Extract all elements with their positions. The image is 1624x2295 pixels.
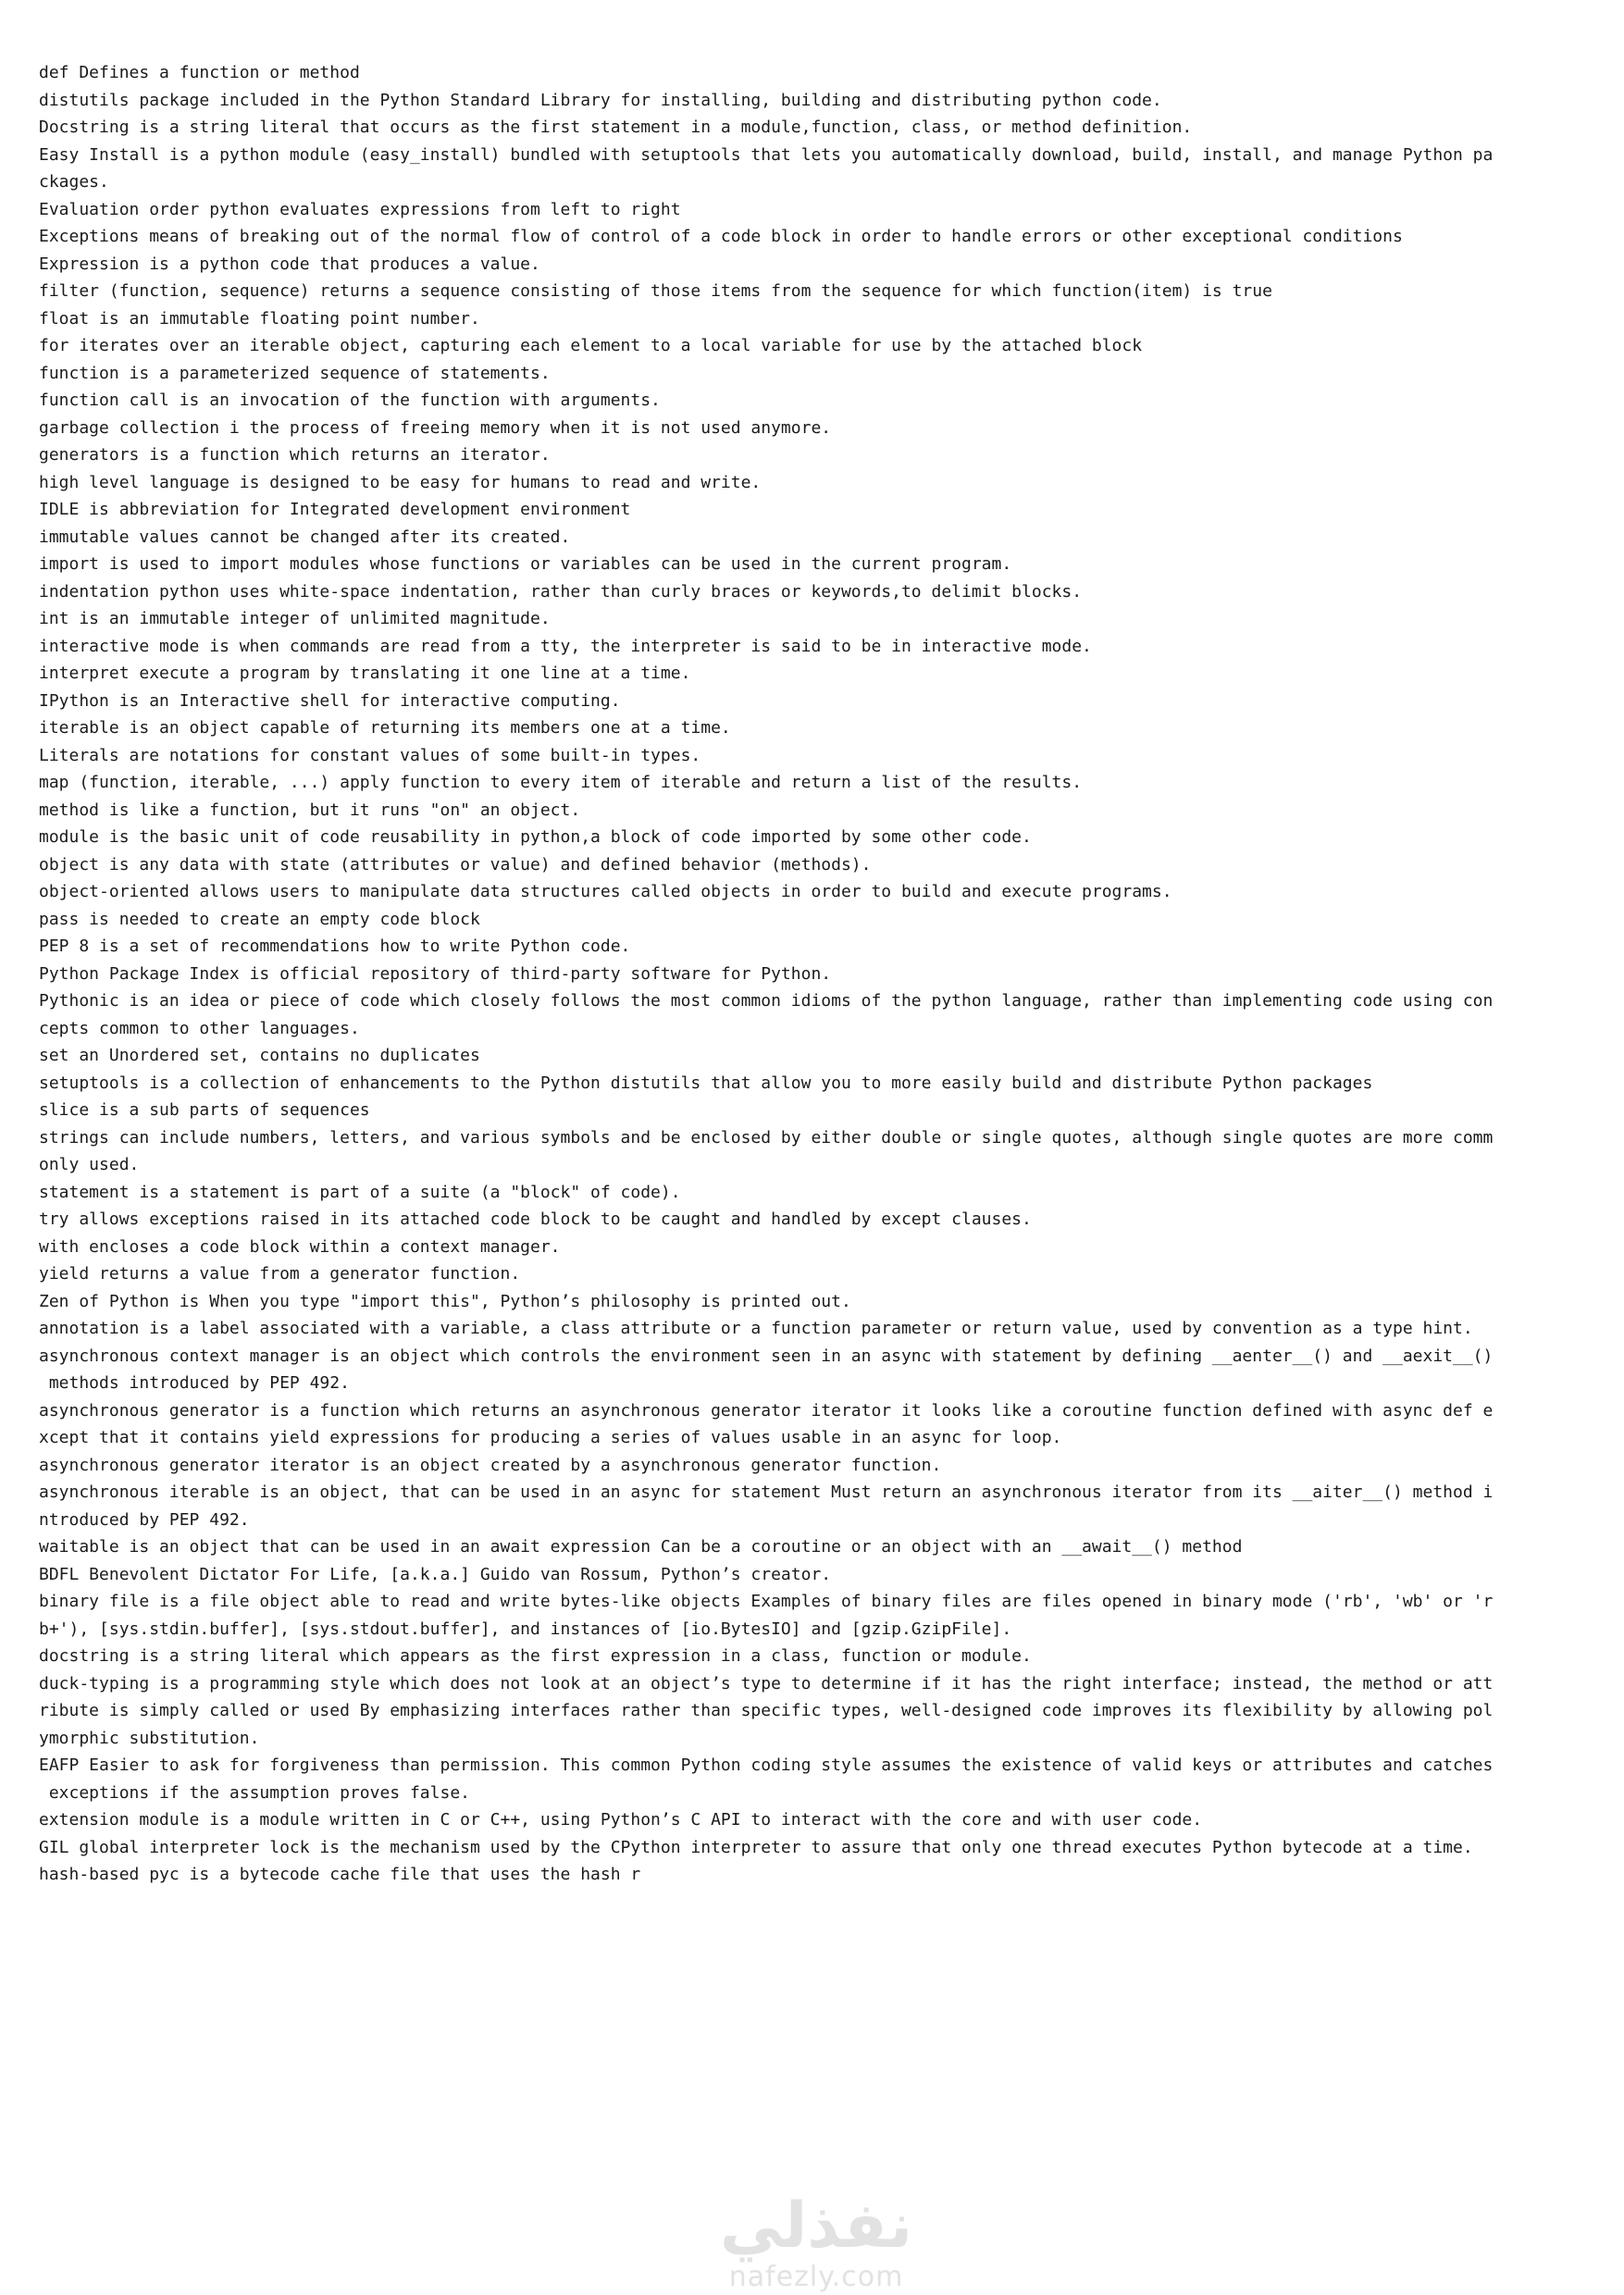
glossary-line: generators is a function which returns an iterator.: [39, 445, 551, 465]
glossary-line: asynchronous iterable is an object, that can be used in an async for statement Must return an asynchronous iterator from its __aiter__() method i: [39, 1482, 1494, 1502]
glossary-line: setuptools is a collection of enhancements to the Python distutils that allow you to more easily build and distribute Python packages: [39, 1073, 1373, 1093]
glossary-line: IDLE is abbreviation for Integrated development environment: [39, 500, 631, 519]
glossary-line: Docstring is a string literal that occurs as the first statement in a module,function, class, or method definition.: [39, 118, 1193, 137]
glossary-line: ymorphic substitution.: [39, 1728, 260, 1748]
glossary-line: asynchronous generator is a function which returns an asynchronous generator iterator it looks like a coroutine function defined with async def e: [39, 1400, 1494, 1420]
glossary-line: docstring is a string literal which appears as the first expression in a class, function or module.: [39, 1646, 1032, 1666]
glossary-line: module is the basic unit of code reusability in python,a block of code imported by some other code.: [39, 827, 1032, 847]
glossary-line: ribute is simply called or used By emphasizing interfaces rather than specific types, well-designed code improves its flexibility by allowing pol: [39, 1701, 1494, 1720]
glossary-line: high level language is designed to be easy for humans to read and write.: [39, 472, 762, 492]
glossary-line: waitable is an object that can be used in an await expression Can be a coroutine or an object with an __await__() method: [39, 1537, 1243, 1557]
glossary-line: asynchronous context manager is an object which controls the environment seen in an async with statement by defining __aenter__() and __aexit__(): [39, 1346, 1494, 1366]
glossary-line: immutable values cannot be changed after its created.: [39, 527, 571, 547]
glossary-line: Pythonic is an idea or piece of code which closely follows the most common idioms of the python language, rather than implementing code using con: [39, 991, 1494, 1011]
glossary-line: function call is an invocation of the function with arguments.: [39, 391, 661, 410]
glossary-line: extension module is a module written in C or C++, using Python’s C API to interact with the core and with user code.: [39, 1810, 1203, 1830]
glossary-line: yield returns a value from a generator function.: [39, 1264, 521, 1284]
glossary-line: with encloses a code block within a context manager.: [39, 1236, 561, 1257]
glossary-line: xcept that it contains yield expressions for producing a series of values usable in an async for loop.: [39, 1428, 1062, 1447]
glossary-line: filter (function, sequence) returns a sequence consisting of those items from the sequence for which function(item) is true: [39, 281, 1272, 301]
glossary-line: duck-typing is a programming style which does not look at an object’s type to determine if it has the right interface; instead, the method or att: [39, 1673, 1494, 1693]
glossary-line: pass is needed to create an empty code block: [39, 909, 480, 929]
glossary-line: interactive mode is when commands are read from a tty, the interpreter is said to be in interactive mode.: [39, 636, 1092, 656]
glossary-text-block: [39, 59, 1586, 1889]
glossary-line: Easy Install is a python module (easy_install) bundled with setuptools that lets you automatically download, build, install, and manage Python pa: [39, 144, 1494, 165]
glossary-line: def Defines a function or method: [39, 63, 360, 82]
glossary-line: hash-based pyc is a bytecode cache file that uses the hash r: [39, 1865, 641, 1884]
glossary-line: cepts common to other languages.: [39, 1018, 360, 1038]
glossary-page: [39, 59, 1586, 1889]
glossary-line: b+'), [sys.stdin.buffer], [sys.stdout.buffer], and instances of [io.BytesIO] and [gzip.GzipFile].: [39, 1619, 1012, 1639]
glossary-line: statement is a statement is part of a suite (a "block" of code).: [39, 1182, 681, 1202]
glossary-line: object-oriented allows users to manipulate data structures called objects in order to build and execute programs.: [39, 882, 1172, 901]
glossary-line: method is like a function, but it runs "on" an object.: [39, 800, 581, 820]
glossary-line: Literals are notations for constant values of some built-in types.: [39, 745, 701, 765]
glossary-line: indentation python uses white-space indentation, rather than curly braces or keywords,to delimit blocks.: [39, 581, 1083, 602]
glossary-line: EAFP Easier to ask for forgiveness than permission. This common Python coding style assumes the existence of valid keys or attributes and catches: [39, 1755, 1494, 1775]
glossary-line: try allows exceptions raised in its attached code block to be caught and handled by except clauses.: [39, 1210, 1032, 1229]
glossary-line: BDFL Benevolent Dictator For Life, [a.k.a.] Guido van Rossum, Python’s creator.: [39, 1564, 832, 1584]
glossary-line: function is a parameterized sequence of statements.: [39, 363, 551, 383]
glossary-line: for iterates over an iterable object, capturing each element to a local variable for use by the attached block: [39, 336, 1143, 355]
glossary-line: ntroduced by PEP 492.: [39, 1509, 250, 1530]
glossary-line: methods introduced by PEP 492.: [39, 1373, 350, 1393]
glossary-line: map (function, iterable, ...) apply function to every item of iterable and return a list of the results.: [39, 773, 1083, 792]
glossary-line: interpret execute a program by translating it one line at a time.: [39, 664, 691, 683]
glossary-line: binary file is a file object able to read and write bytes-like objects Examples of binary files are files opened in binary mode ('rb', 'wb' or 'r: [39, 1592, 1494, 1611]
watermark-logo: نفذلي: [719, 2190, 913, 2263]
glossary-line: float is an immutable floating point number.: [39, 308, 480, 329]
glossary-line: GIL global interpreter lock is the mechanism used by the CPython interpreter to assure that only one thread executes Python bytecode at a time.: [39, 1837, 1473, 1857]
glossary-line: Zen of Python is When you type "import this", Python’s philosophy is printed out.: [39, 1291, 851, 1311]
glossary-line: IPython is an Interactive shell for interactive computing.: [39, 690, 621, 711]
glossary-line: iterable is an object capable of returning its members one at a time.: [39, 718, 731, 738]
glossary-line: Python Package Index is official repository of third-party software for Python.: [39, 963, 832, 984]
glossary-line: Exceptions means of breaking out of the normal flow of control of a code block in order to handle errors or other exceptional conditions: [39, 227, 1403, 246]
watermark-domain: nafezly.com: [728, 2261, 904, 2293]
glossary-line: Expression is a python code that produces a value.: [39, 254, 540, 274]
glossary-line: slice is a sub parts of sequences: [39, 1100, 370, 1120]
glossary-line: set an Unordered set, contains no duplicates: [39, 1046, 480, 1065]
glossary-line: int is an immutable integer of unlimited magnitude.: [39, 609, 551, 628]
glossary-line: PEP 8 is a set of recommendations how to write Python code.: [39, 937, 631, 956]
glossary-line: import is used to import modules whose functions or variables can be used in the current program.: [39, 554, 1012, 574]
glossary-line: ckages.: [39, 172, 109, 192]
glossary-line: distutils package included in the Python Standard Library for installing, building and distributing python code.: [39, 90, 1162, 110]
glossary-line: only used.: [39, 1155, 140, 1174]
glossary-line: annotation is a label associated with a variable, a class attribute or a function parameter or return value, used by convention as a type hint.: [39, 1319, 1473, 1338]
glossary-line: object is any data with state (attributes or value) and defined behavior (methods).: [39, 854, 872, 875]
nafezly-watermark: [714, 2191, 918, 2293]
glossary-line: asynchronous generator iterator is an object created by a asynchronous generator function.: [39, 1455, 942, 1475]
glossary-line: strings can include numbers, letters, and various symbols and be enclosed by either double or single quotes, although single quotes are more comm: [39, 1127, 1494, 1148]
glossary-line: Evaluation order python evaluates expressions from left to right: [39, 199, 681, 219]
glossary-line: exceptions if the assumption proves false.: [39, 1782, 470, 1803]
glossary-line: garbage collection i the process of freeing memory when it is not used anymore.: [39, 417, 832, 438]
